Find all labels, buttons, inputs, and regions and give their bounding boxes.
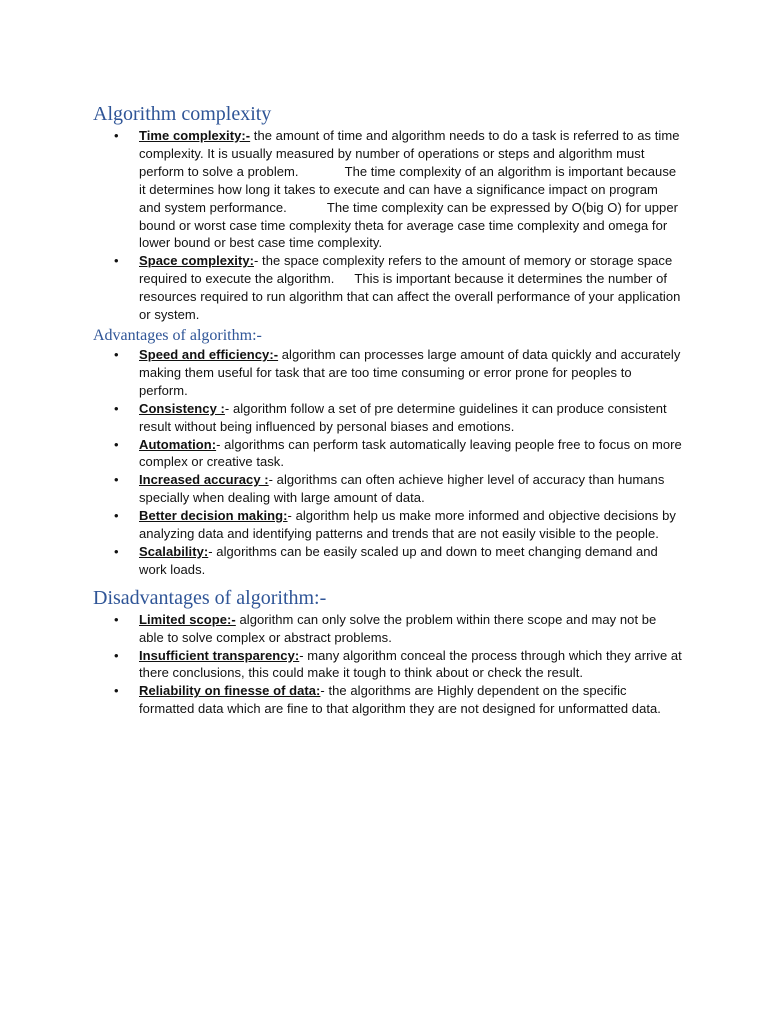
item-text: - algorithm help us make more informed and objective decisions by analyzing data and identifying patterns and trends that are not easily visible to the people. — [139, 508, 676, 542]
list-item-transparency — [93, 647, 683, 683]
disadvantages-list — [93, 611, 683, 718]
item-text: - algorithms can perform task automatically leaving people free to focus on more complex or creative task. — [139, 436, 682, 470]
list-item-consistency — [93, 400, 683, 436]
bullet-icon: • — [114, 472, 119, 488]
item-text: algorithm can processes large amount of data quickly and accurately making them useful for task that are too time consuming or error prone for peoples to perform. — [139, 346, 681, 398]
term: Consistency : — [139, 400, 225, 416]
list-item-speed — [93, 346, 683, 400]
item-text: algorithm can only solve the problem within there scope and may not be able to solve complex or abstract problems. — [139, 611, 657, 645]
bullet-icon: • — [114, 683, 119, 699]
item-text: - the space complexity refers to the amount of memory or storage space required to execute the algorithm. — [139, 253, 673, 287]
bullet-icon: • — [114, 508, 119, 524]
list-item-time-complexity — [93, 127, 683, 252]
item-text: - many algorithm conceal the process through which they arrive at there conclusions, this could make it tough to think about or check the result. — [139, 647, 682, 681]
item-text: - the algorithms are Highly dependent on the specific formatted data which are fine to that algorithm they are not designed for unformatted data. — [139, 683, 661, 717]
term: Scalability: — [139, 543, 209, 559]
term: Insufficient transparency: — [139, 647, 300, 663]
heading-algorithm-complexity: Algorithm complexity — [93, 103, 272, 125]
list-item-limited-scope — [93, 611, 683, 647]
term: Limited scope:- — [139, 611, 236, 627]
heading-advantages: Advantages of algorithm:- — [93, 326, 262, 344]
document-body — [93, 101, 683, 718]
item-text: - algorithms can be easily scaled up and down to meet changing demand and work loads. — [139, 543, 658, 577]
bullet-icon: • — [114, 346, 119, 362]
list-item-accuracy — [93, 471, 683, 507]
term: Increased accuracy : — [139, 472, 269, 488]
bullet-icon: • — [114, 611, 119, 627]
list-item-reliability — [93, 682, 683, 718]
bullet-icon: • — [114, 543, 119, 559]
item-text: The time complexity of an algorithm is important because it determines how long it takes to execute and can have a significance impact on program and system performance. — [139, 163, 677, 215]
item-text: the amount of time and algorithm needs to do a task is referred to as time complexity. It is usually measured by number of operations or steps and algorithm must perform to solve a problem. — [139, 128, 680, 179]
term: Automation: — [139, 436, 217, 452]
item-text: - algorithm follow a set of pre determine guidelines it can produce consistent result without being influenced by personal biases and emotions. — [139, 400, 667, 434]
list-item-decision-making — [93, 507, 683, 543]
term-time-complexity: Time complexity:- — [139, 128, 251, 143]
term-space-complexity: Space complexity: — [139, 253, 255, 269]
term: Speed and efficiency:- — [139, 346, 279, 362]
list-item-space-complexity — [93, 252, 683, 324]
bullet-icon: • — [114, 253, 119, 269]
item-text: The time complexity can be expressed by O(big O) for upper bound or worst case time complexity theta for average case time complexity and omega for lower bound or best case time complexity. — [139, 199, 678, 251]
heading-disadvantages: Disadvantages of algorithm:- — [93, 586, 327, 609]
bullet-icon: • — [114, 647, 119, 663]
term: Better decision making: — [139, 508, 288, 524]
bullet-icon: • — [114, 400, 119, 416]
bullet-icon: • — [114, 128, 119, 143]
term: Reliability on finesse of data: — [139, 683, 321, 699]
list-item-scalability — [93, 543, 683, 579]
item-text: This is important because it determines the number of resources required to run algorithm that can affect the overall performance of your application or system. — [139, 271, 681, 323]
advantages-list — [93, 346, 683, 579]
list-item-automation — [93, 436, 683, 472]
complexity-list — [93, 127, 683, 324]
bullet-icon: • — [114, 436, 119, 452]
item-text: - algorithms can often achieve higher level of accuracy than humans specially when dealing with large amount of data. — [139, 472, 665, 506]
